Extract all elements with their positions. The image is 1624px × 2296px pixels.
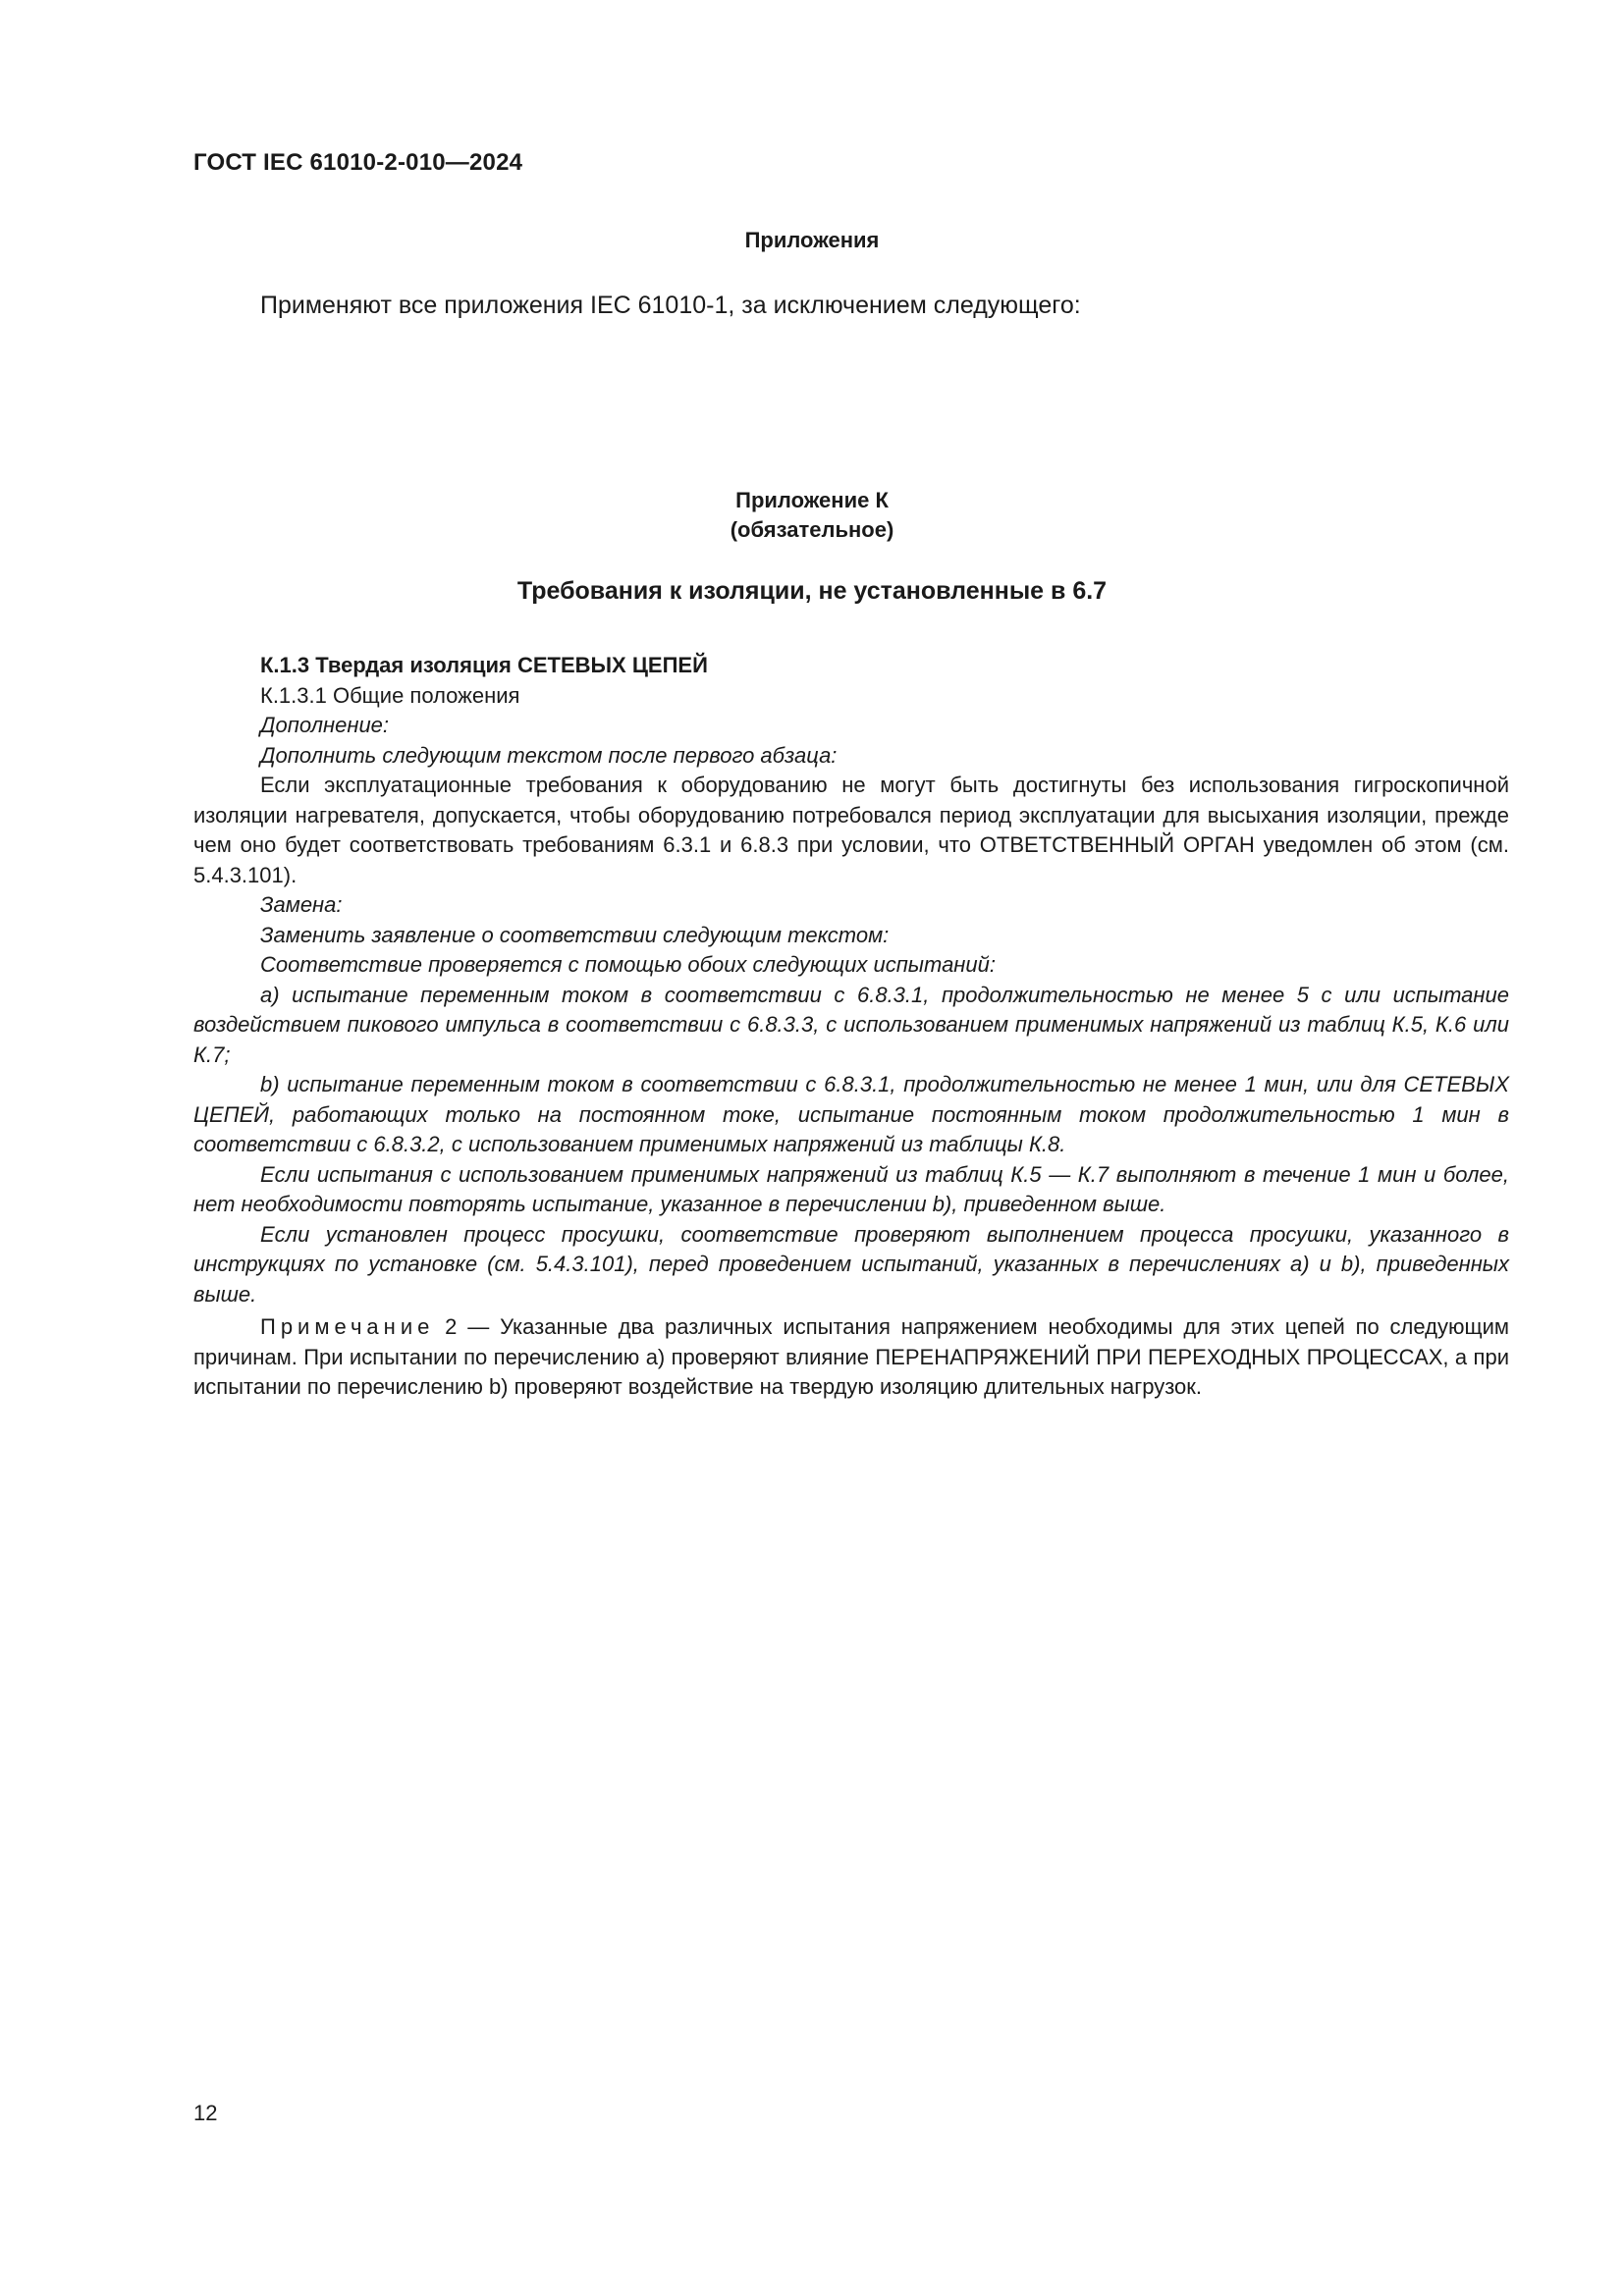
annexes-intro: Применяют все приложения IEC 61010-1, за исключением следующего: — [260, 292, 1081, 319]
addition-label: Дополнение: — [260, 713, 390, 737]
note-label: Примечание — [260, 1314, 435, 1339]
standard-designation: ГОСТ IEC 61010-2-010—2024 — [193, 149, 523, 176]
note-text: 2 — Указанные два различных испытания напряжением необходимы для этих цепей по следующим причинам. При испытании по перечислению а) проверяют влияние ПЕРЕНАПРЯЖЕНИЙ ПРИ ПЕРЕХОДНЫХ ПРОЦЕССАХ, а при испытании по перечислению b) проверяют воздействие на твердую изоляцию длительных нагрузок. — [193, 1314, 1509, 1399]
annex-k-heading: Требования к изоляции, не установленные в 6.7 — [516, 577, 1108, 605]
page-number: 12 — [193, 2101, 218, 2125]
annex-k-status: (обязательное) — [730, 517, 894, 542]
conformity-intro: Соответствие проверяется с помощью обоих следующих испытаний: — [260, 952, 996, 977]
replacement-label: Замена: — [260, 892, 343, 917]
subclause-title: К.1.3.1 Общие положения — [260, 682, 520, 708]
annex-k-title-block — [0, 486, 1624, 545]
annexes-title: Приложения — [744, 228, 880, 252]
clause-title: К.1.3 Твердая изоляция СЕТЕВЫХ ЦЕПЕЙ — [260, 653, 708, 677]
annex-k-name: Приложение К — [735, 488, 889, 512]
paragraph-repeat-test: Если испытания с использованием применимых напряжений из таблиц К.5 — К.7 выполняют в течение 1 мин и более, нет необходимости повторять испытание, указанное в перечислении b), приведенном выше. — [193, 1161, 1509, 1216]
list-item-b: b) испытание переменным током в соответствии с 6.8.3.1, продолжительностью не менее 1 мин, или для СЕТЕВЫХ ЦЕПЕЙ, работающих только на постоянном токе, испытание постоянным током продолжительностью 1 мин в соответствии с 6.8.3.2, с использованием применимых напряжений из таблицы К.8. — [193, 1072, 1509, 1156]
replacement-instruction: Заменить заявление о соответствии следующим текстом: — [260, 922, 890, 947]
addition-instruction: Дополнить следующим текстом после первого абзаца: — [260, 742, 838, 768]
paragraph-drying: Если установлен процесс просушки, соответствие проверяют выполнением процесса просушки, указанного в инструкциях по установке (см. 5.4.3.101), перед проведением испытаний, указанных в перечислениях а) и b), приведенных выше. — [193, 1221, 1509, 1307]
addition-text: Если эксплуатационные требования к оборудованию не могут быть достигнуты без использования гигроскопичной изоляции нагревателя, допускается, чтобы оборудованию потребовался период эксплуатации для высыхания изоляции, прежде чем оно будет соответствовать требованиям 6.3.1 и 6.8.3 при условии, что ОТВЕТСТВЕННЫЙ ОРГАН уведомлен об этом (см. 5.4.3.101). — [193, 773, 1509, 887]
note — [193, 1312, 1509, 1403]
list-item-a: a) испытание переменным током в соответствии с 6.8.3.1, продолжительностью не менее 5 с или испытание воздействием пикового импульса в соответствии с 6.8.3.3, с использованием применимых напряжений из таблиц К.5, К.6 или К.7; — [193, 982, 1509, 1067]
clause-body — [193, 651, 1509, 1309]
